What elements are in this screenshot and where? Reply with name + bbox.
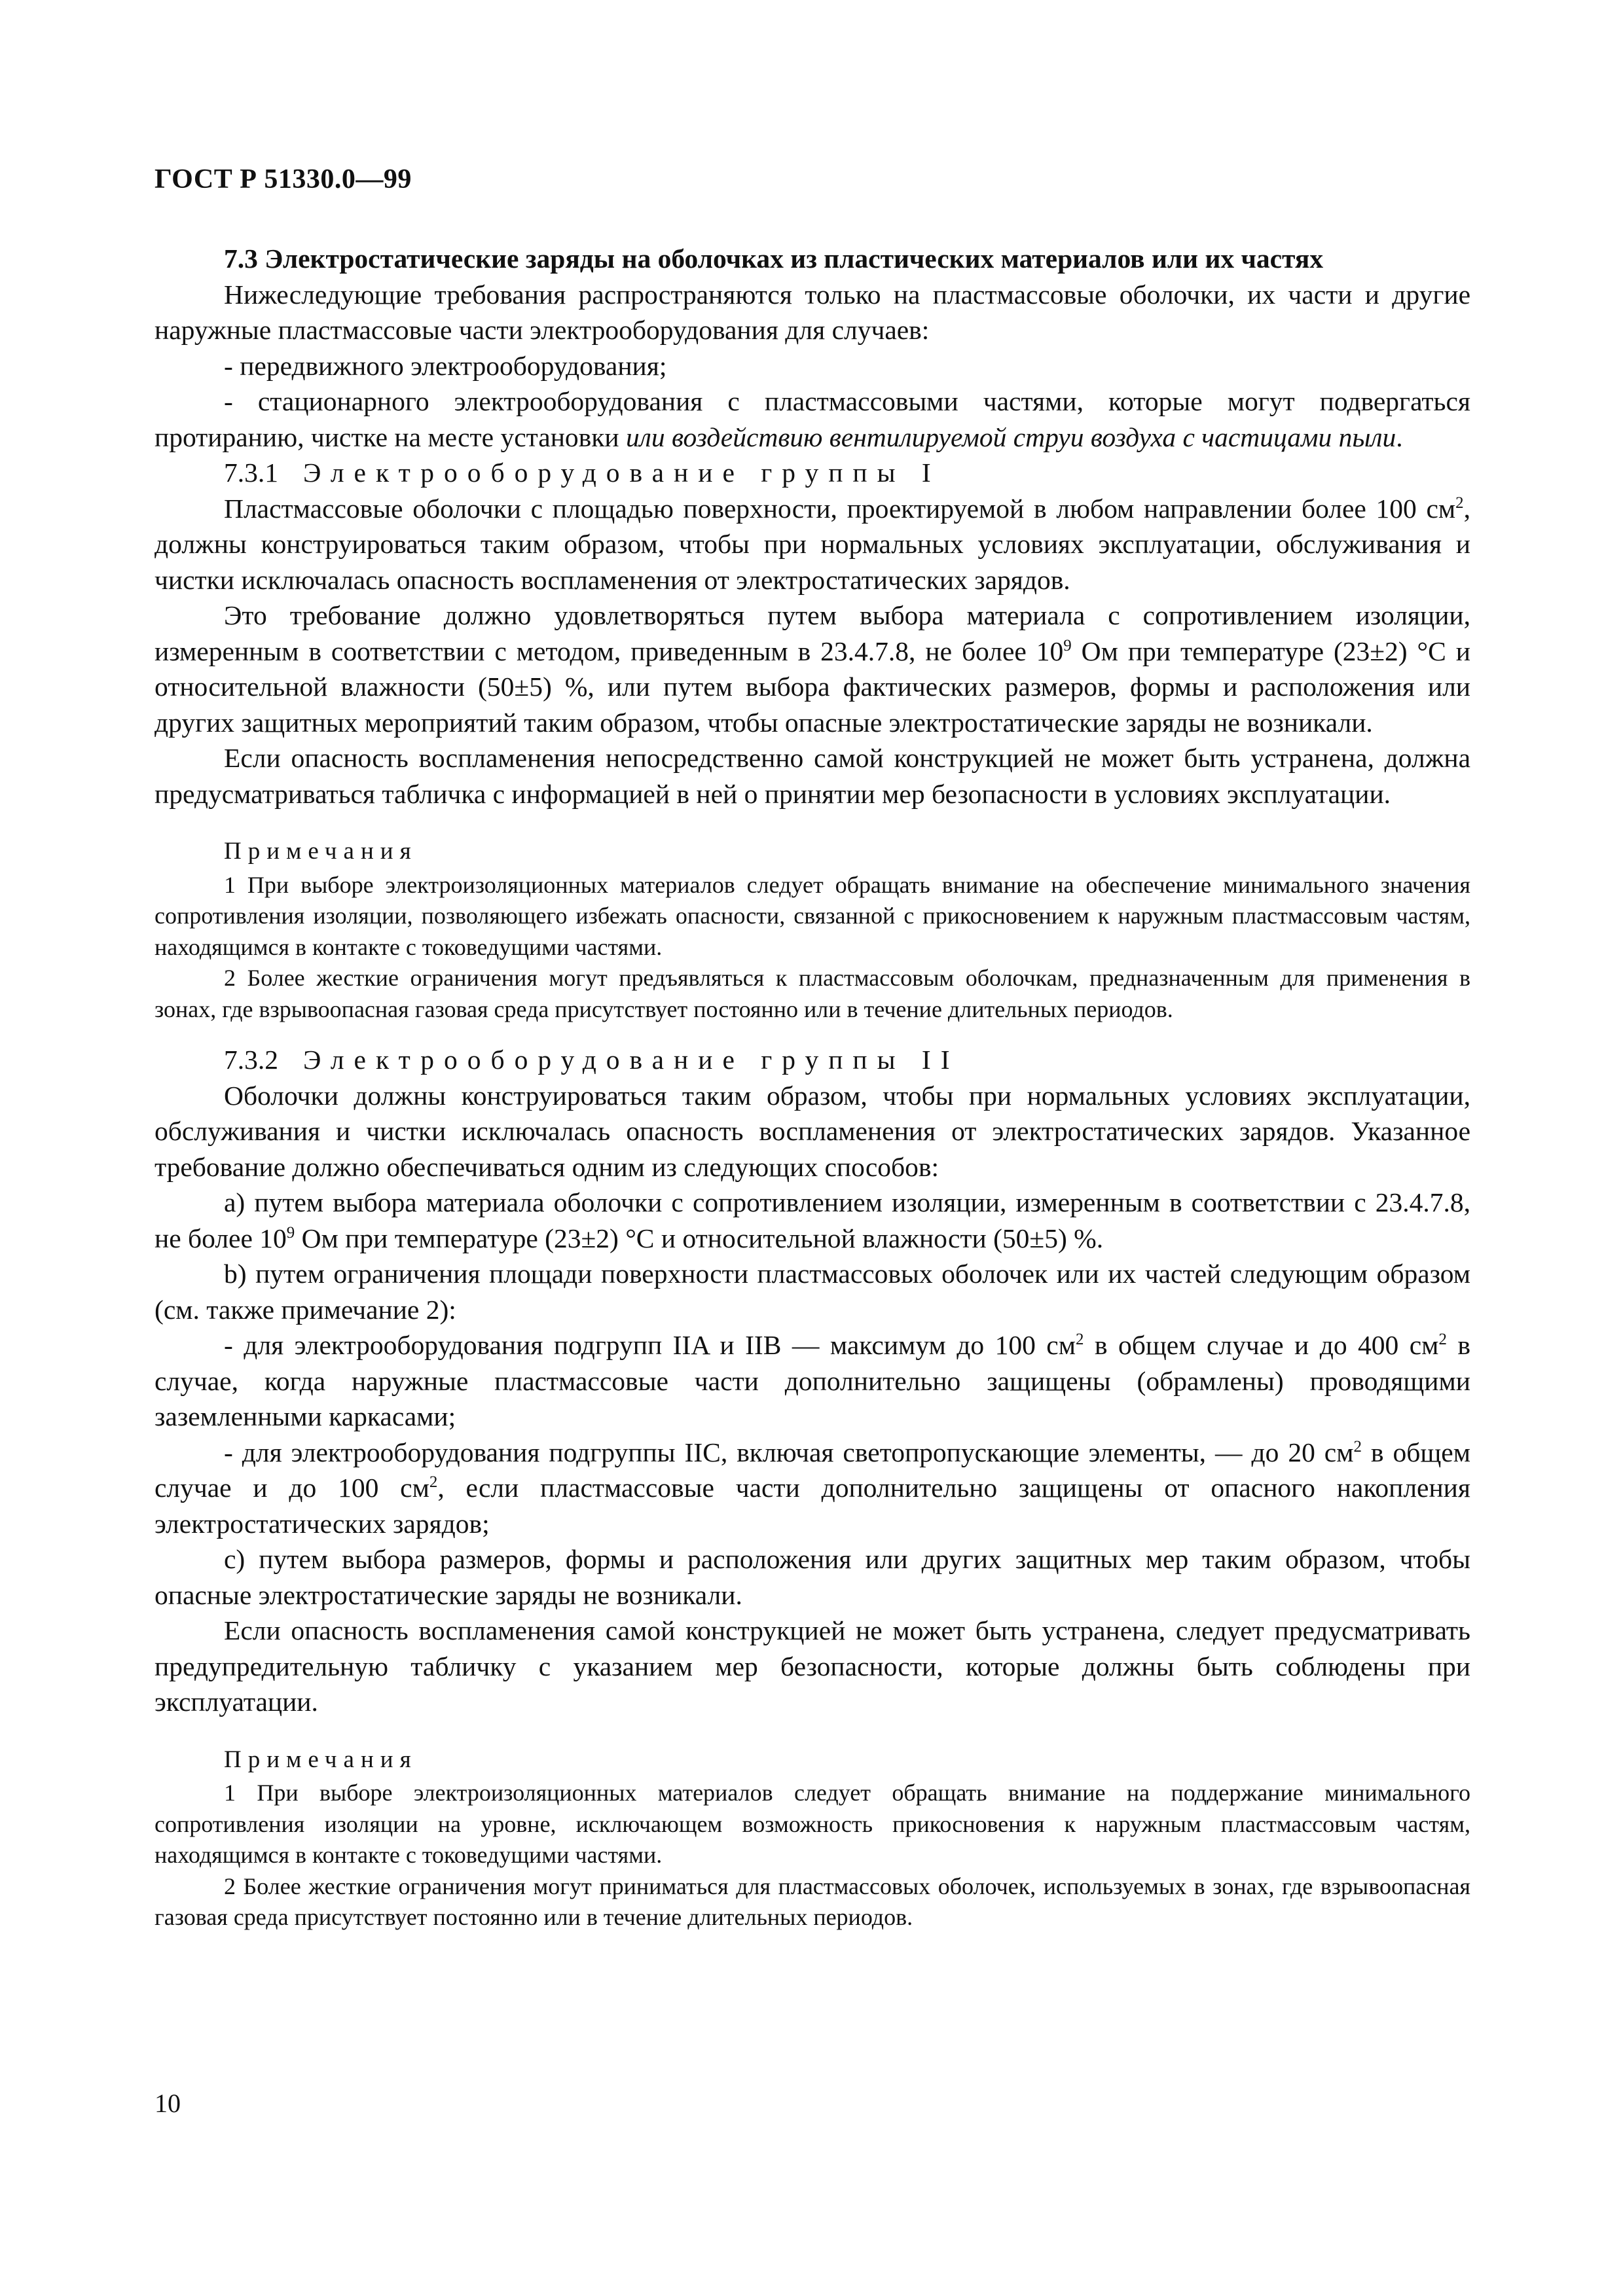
superscript: 2 [1075, 1331, 1084, 1349]
text-run: в общем случае и до 400 см [1084, 1330, 1439, 1360]
page-number: 10 [155, 2089, 181, 2118]
text-run: в общем случае и до 100 см [155, 1437, 1470, 1503]
group2-note-2: 2 Более жесткие ограничения могут приниматься для пластмассовых оболочек, используемых в зонах, где взрывоопасная газовая среда присутствует постоянно или в течение длительных периодов. [155, 1873, 1470, 1930]
group2-paragraph-last: Если опасность воспламенения самой конструкцией не может быть устранена, следует предусматривать предупредительную табличку с указанием мер безопасности, которые должны быть соблюдены при эксплуатации. [155, 1615, 1470, 1717]
text-run: - для электрооборудования подгрупп IIA и IIB — максимум до 100 см [224, 1330, 1076, 1360]
section-title: 7.3 Электростатические заряды на оболочках из пластических материалов или их частях [224, 243, 1324, 274]
group2-item-a [155, 1185, 1470, 1256]
section-intro: Нижеследующие требования распространяются только на пластмассовые оболочки, их части и другие наружные пластмассовые части электрооборудования для случаев: [155, 279, 1470, 345]
section-case-2 [155, 384, 1470, 455]
text-run: - для электрооборудования подгруппы IIC, включая светопропускающие элементы, — до 20 см [224, 1437, 1354, 1467]
superscript: 9 [1063, 636, 1072, 655]
group2-item-b: b) путем ограничения площади поверхности пластмассовых оболочек или их частей следующим образом (см. также примечание 2): [155, 1259, 1470, 1325]
subsection-number: 7.3.1 [224, 457, 278, 488]
subsection-7-3-1-heading [155, 455, 1470, 491]
group2-notes-heading: Примечания [224, 1746, 418, 1773]
superscript: 2 [1455, 493, 1464, 512]
text-run: , должны конструироваться таким образом, чтобы при нормальных условиях эксплуатации, обслуживания и чистки исключалась опасность воспламенения от электростатических зарядов. [155, 493, 1470, 595]
subsection-title: Электрооборудование группы I [303, 457, 941, 488]
text-run: Пластмассовые оболочки с площадью поверхности, проектируемой в любом направлении более 100 см [224, 493, 1456, 524]
case-2-italic: или воздействию вентилируемой струи воздуха с частицами пыли [626, 422, 1396, 452]
subsection-number: 7.3.2 [224, 1045, 278, 1075]
text-run: Это требование должно удовлетворяться путем выбора материала с сопротивлением изоляции, измеренным в соответствии с методом, приведенным в 23.4.7.8, не более 10 [155, 600, 1470, 666]
subsection-title: Электрооборудование группы II [303, 1045, 960, 1075]
group2-item-b-2 [155, 1435, 1470, 1542]
superscript: 2 [1353, 1437, 1362, 1456]
document-body [155, 241, 1470, 1933]
group1-paragraph-3: Если опасность воспламенения непосредственно самой конструкцией не может быть устранена, должна предусматриваться табличка с информацией в ней о принятии мер безопасности в условиях эксплуатации. [155, 743, 1470, 809]
group2-note-1: 1 При выборе электроизоляционных материалов следует обращать внимание на поддержание минимального сопротивления изоляции на уровне, исключающем возможность прикосновения к наружным пластмассовым частям, находящимся в контакте с токоведущими частями. [155, 1780, 1470, 1868]
section-case-1: - передвижного электрооборудования; [224, 350, 667, 381]
text-run: в случае, когда наружные пластмассовые части дополнительно защищены (обрамлены) проводящими заземленными каркасами; [155, 1330, 1470, 1431]
text-run: а) путем выбора материала оболочки с сопротивлением изоляции, измеренным в соответствии с 23.4.7.8, не более 10 [155, 1187, 1470, 1253]
subsection-7-3-2-heading [155, 1042, 1470, 1078]
case-2-end: . [1396, 422, 1403, 452]
group2-item-c: с) путем выбора размеров, формы и расположения или других защитных мер таким образом, чтобы опасные электростатические заряды не возникали. [155, 1544, 1470, 1610]
group2-item-b-1 [155, 1327, 1470, 1435]
case-2-text: - стационарного электрооборудования с пластмассовыми частями, которые могут подвергаться протиранию, чистке на месте установки [155, 386, 1470, 452]
group1-note-2: 2 Более жесткие ограничения могут предъявляться к пластмассовым оболочкам, предназначенным для применения в зонах, где взрывоопасная газовая среда присутствует постоянно или в течение длительных периодов. [155, 965, 1470, 1022]
group1-notes-heading: Примечания [224, 838, 418, 865]
group1-paragraph-2 [155, 598, 1470, 740]
text-run: Ом при температуре (23±2) °С и относительной влажности (50±5) %, или путем выбора фактических размеров, формы и расположения или других защитных мероприятий таким образом, чтобы опасные электростатические заряды не возникали. [155, 636, 1470, 738]
superscript: 9 [286, 1223, 295, 1242]
group1-note-1: 1 При выборе электроизоляционных материалов следует обращать внимание на обеспечение минимального значения сопротивления изоляции, позволяющего избежать опасности, связанной с прикосновением к наружным пластмассовым частям, находящимся в контакте с токоведущими частями. [155, 871, 1470, 960]
group1-paragraph-1 [155, 491, 1470, 598]
text-run: , если пластмассовые части дополнительно защищены от опасного накопления электростатических зарядов; [155, 1473, 1470, 1539]
document-header: ГОСТ Р 51330.0—99 [155, 164, 412, 194]
superscript: 2 [1438, 1331, 1447, 1349]
group2-paragraph-1: Оболочки должны конструироваться таким образом, чтобы при нормальных условиях эксплуатации, обслуживания и чистки исключалась опасность воспламенения от электростатических зарядов. Указанное требование должно обеспечиваться одним из следующих способов: [155, 1080, 1470, 1182]
superscript: 2 [429, 1473, 438, 1492]
text-run: Ом при температуре (23±2) °С и относительной влажности (50±5) %. [295, 1223, 1104, 1253]
